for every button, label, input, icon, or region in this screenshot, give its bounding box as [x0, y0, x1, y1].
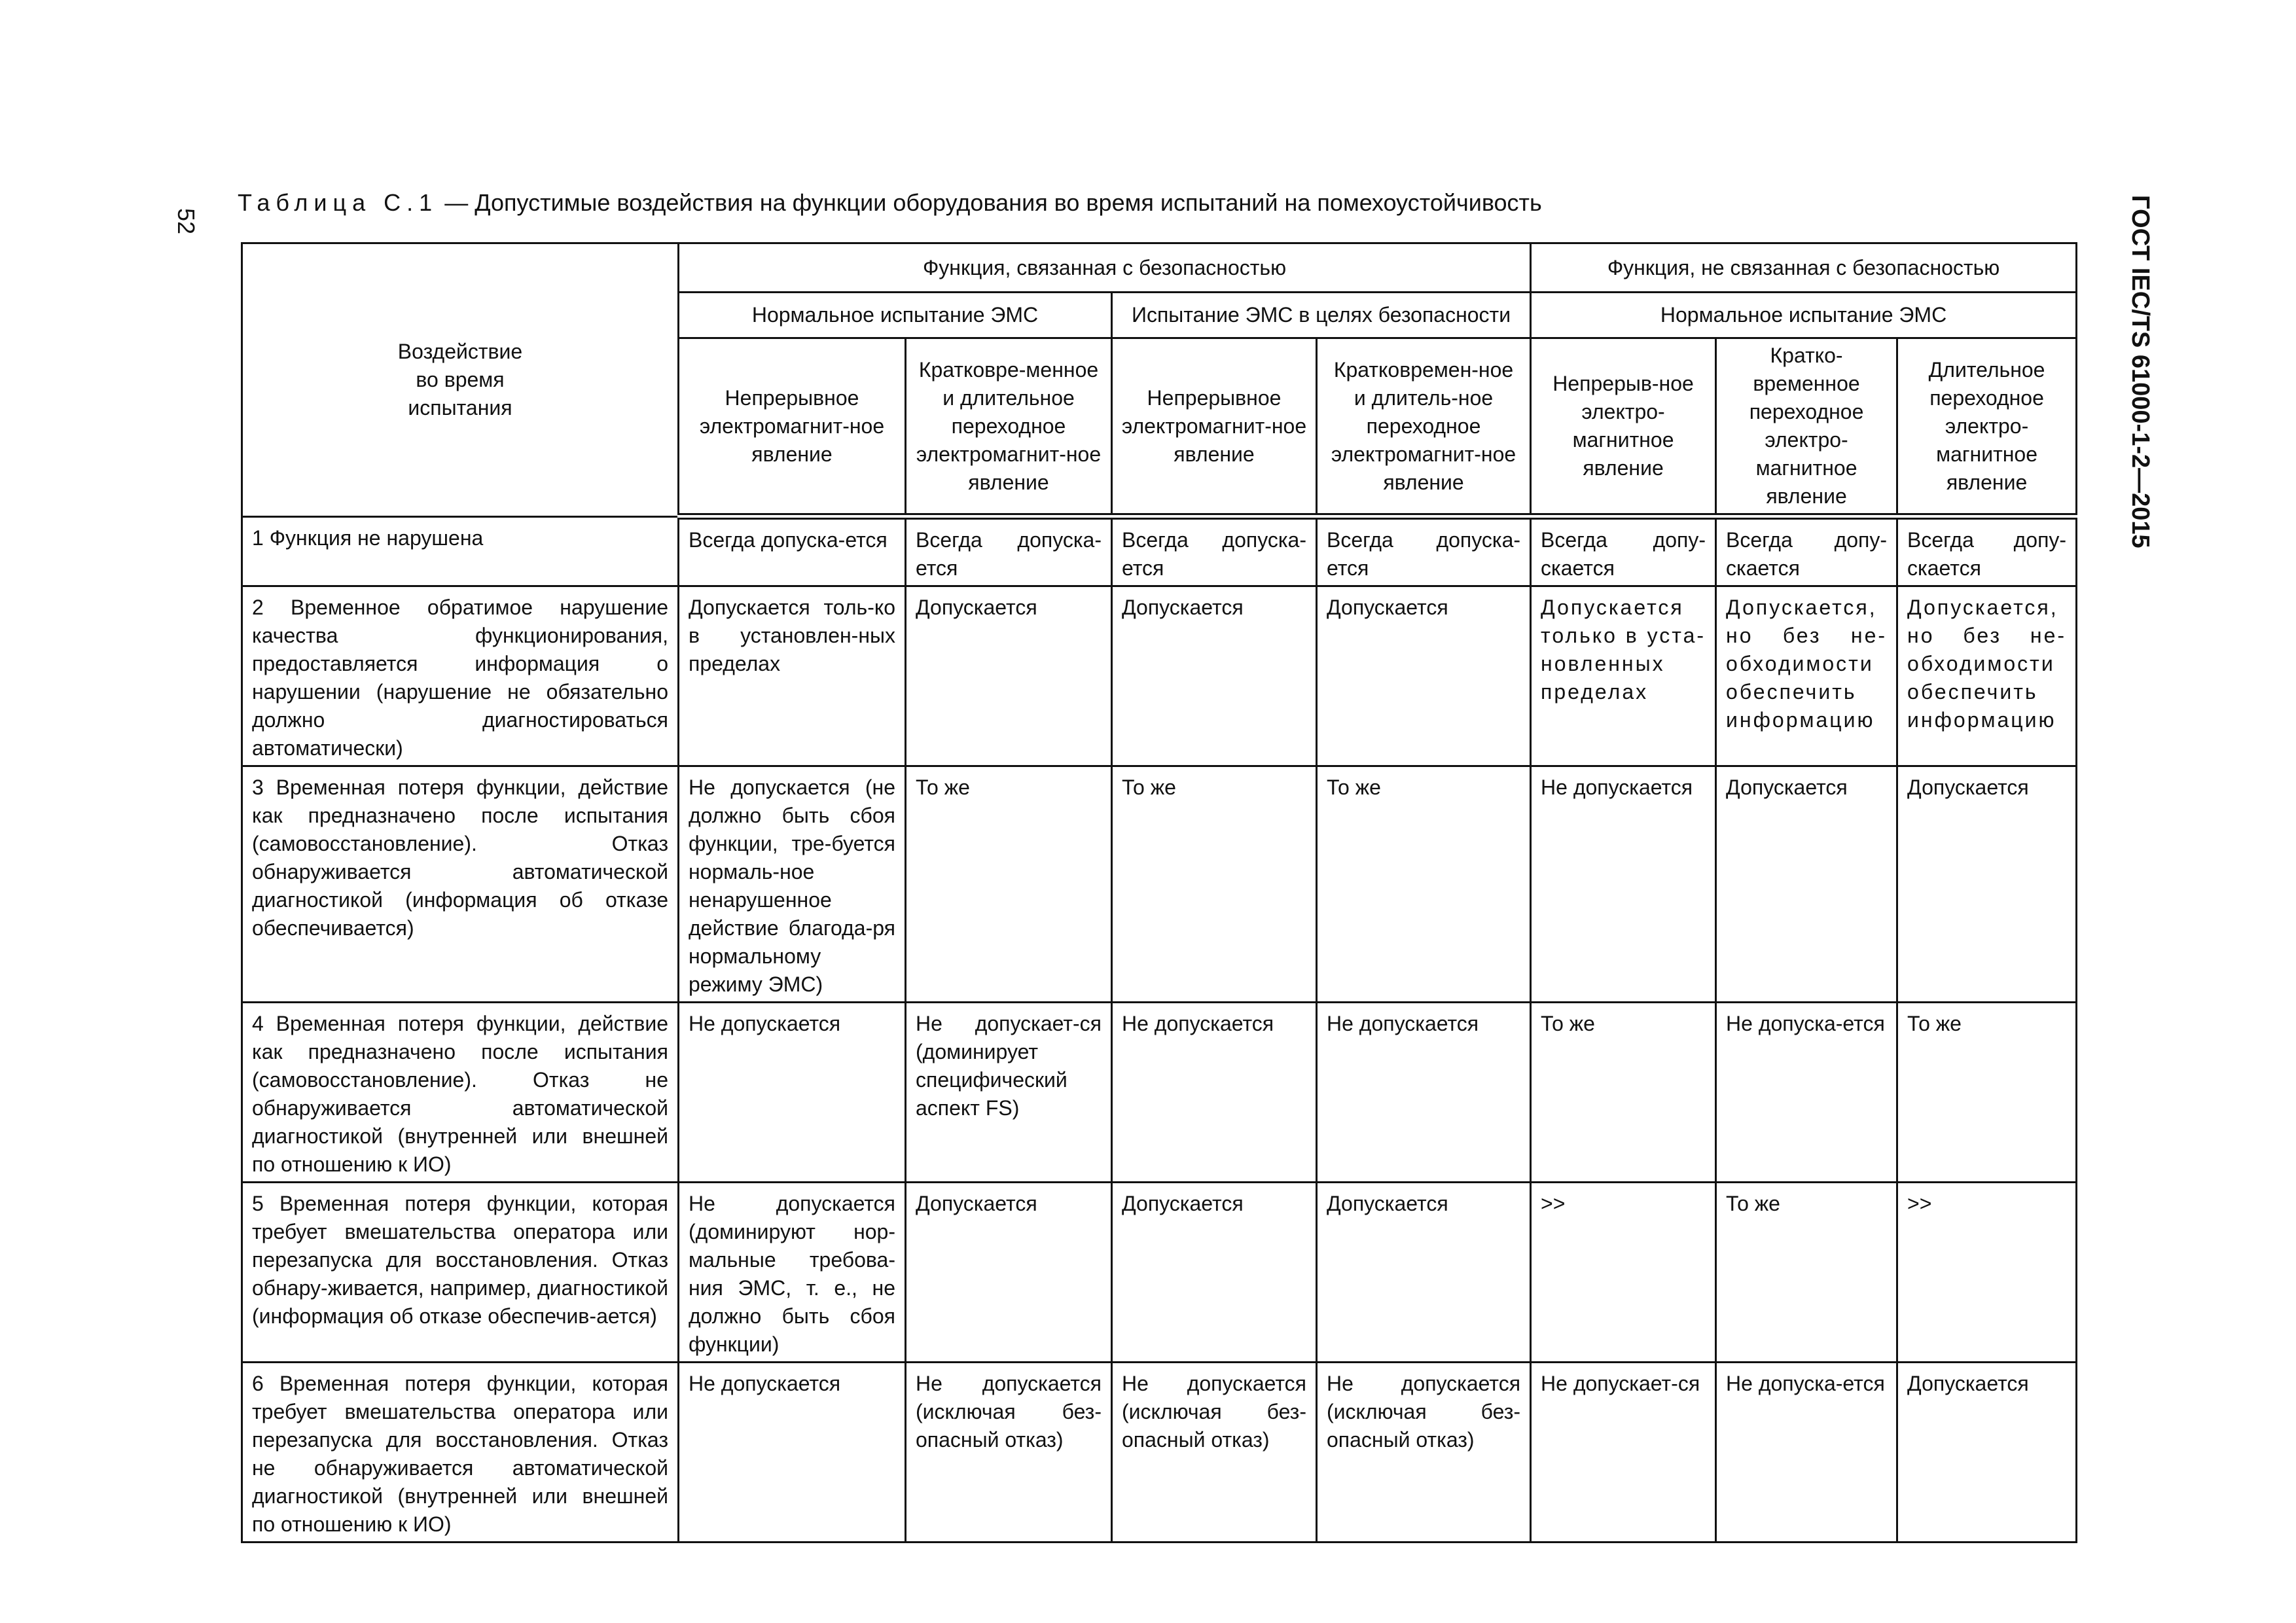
table-caption: [238, 190, 1542, 216]
table-cell: Допускается: [1897, 1363, 2077, 1543]
table-cell: >>: [1897, 1183, 2077, 1363]
subheader-normal-emc-safety: Нормальное испытание ЭМС: [679, 293, 1112, 338]
table-cell: Не допуска-ется: [1716, 1003, 1897, 1183]
table-cell: То же: [1716, 1183, 1897, 1363]
table-cell: Не допускается (исключая без-опасный отказ): [906, 1363, 1112, 1543]
table-cell: То же: [1897, 1003, 2077, 1183]
subheader-emc-safety-test: Испытание ЭМС в целях безопасности: [1112, 293, 1531, 338]
table-cell: Допускается, но без не-обходимости обеспечить информацию: [1897, 586, 2077, 766]
table-cell: Всегда допуска-ется: [1317, 516, 1531, 586]
table-cell: Допускается только в уста-новленных пределах: [1531, 586, 1716, 766]
table-cell: Допускается, но без не-обходимости обеспечить информацию: [1716, 586, 1897, 766]
table-cell: То же: [906, 766, 1112, 1003]
table-cell: Допускается: [906, 1183, 1112, 1363]
table-cell: Не допускается: [1317, 1003, 1531, 1183]
table-cell: Не допускается: [1112, 1003, 1317, 1183]
row-header-text: Воздействие во время испытания: [397, 339, 523, 419]
column-header: Кратковре-менное и длительное переходное электромагнит-ное явление: [906, 338, 1112, 517]
effect-cell: 3 Временная потеря функции, действие как предназначено после испытания (самовосстановление). Отказ обнаруживается автоматической диагностикой (информация об отказе обеспечивается): [242, 766, 679, 1003]
table-cell: Всегда допуска-ется: [679, 516, 906, 586]
column-header: Непрерыв-ное электро-магнитное явление: [1531, 338, 1716, 517]
row-header-cell: [242, 243, 679, 517]
table-cell: Допускается: [1897, 766, 2077, 1003]
table-caption-label: Таблица С.1: [238, 189, 439, 216]
table-cell: Всегда допуска-ется: [1112, 516, 1317, 586]
table-row: [242, 766, 2077, 1003]
effect-cell: 6 Временная потеря функции, которая требует вмешательства оператора или перезапуска для восстановления. Отказ не обнаруживается автоматической диагностикой (внутренней или внешней по отношению к ИО): [242, 1363, 679, 1543]
table-cell: Не допускается (не должно быть сбоя функции, тре-буется нормаль-ное ненарушенное действие благода-ря нормальному режиму ЭМС): [679, 766, 906, 1003]
table-cell: Не допускается: [1531, 766, 1716, 1003]
effect-cell: 5 Временная потеря функции, которая требует вмешательства оператора или перезапуска для восстановления. Отказ обнару-живается, например, диагностикой (информация об отказе обеспечив-ается): [242, 1183, 679, 1363]
table-cell: Допускается: [1716, 766, 1897, 1003]
group-header-nonsafety: Функция, не связанная с безопасностью: [1531, 243, 2077, 293]
table-cell: То же: [1112, 766, 1317, 1003]
table-cell: Не допускает-ся: [1531, 1363, 1716, 1543]
table-cell: Всегда допу-скается: [1531, 516, 1716, 586]
effect-cell: 4 Временная потеря функции, действие как предназначено после испытания (самовосстановление). Отказ не обнаруживается автоматической диагностикой (внутренней или внешней по отношению к ИО): [242, 1003, 679, 1183]
table-cell: Не допускает-ся (доминирует специфический аспект FS): [906, 1003, 1112, 1183]
table-cell: То же: [1317, 766, 1531, 1003]
table-cell: >>: [1531, 1183, 1716, 1363]
table-row: [242, 1363, 2077, 1543]
table-cell: Не допускается (доминируют нор-мальные требова-ния ЭМС, т. е., не должно быть сбоя функции): [679, 1183, 906, 1363]
table-cell: Не допуска-ется: [1716, 1363, 1897, 1543]
table-cell: Допускается толь-ко в установлен-ных пределах: [679, 586, 906, 766]
standard-identifier: ГОСТ IEC/TS 61000-1-2—2015: [2126, 195, 2154, 548]
table-cell: Не допускается: [679, 1363, 906, 1543]
table-caption-text: — Допустимые воздействия на функции оборудования во время испытаний на помехоустойчивость: [444, 189, 1542, 216]
table-cell: Допускается: [1112, 1183, 1317, 1363]
table-cell: Всегда допуска-ется: [906, 516, 1112, 586]
page-number: 52: [173, 208, 200, 235]
table-row: [242, 516, 2077, 586]
table-cell: Всегда допу-скается: [1897, 516, 2077, 586]
subheader-normal-emc-nonsafety: Нормальное испытание ЭМС: [1531, 293, 2077, 338]
group-header-safety: Функция, связанная с безопасностью: [679, 243, 1531, 293]
column-header: Непрерывное электромагнит-ное явление: [1112, 338, 1317, 517]
table-cell: Не допускается: [679, 1003, 906, 1183]
table-cell: Не допускается (исключая без-опасный отказ): [1112, 1363, 1317, 1543]
table-cell: Допускается: [906, 586, 1112, 766]
table-cell: Допускается: [1317, 586, 1531, 766]
effect-cell: 2 Временное обратимое нарушение качества функционирования, предоставляется информация о нарушении (нарушение не обязательно должно диагностироваться автоматически): [242, 586, 679, 766]
table-cell: Допускается: [1112, 586, 1317, 766]
effects-table: [241, 242, 2077, 1543]
column-header: Кратко-временное переходное электро-магнитное явление: [1716, 338, 1897, 517]
table-row: [242, 586, 2077, 766]
column-header: Кратковремен-ное и длитель-ное переходное электромагнит-ное явление: [1317, 338, 1531, 517]
column-header: Длительное переходное электро-магнитное явление: [1897, 338, 2077, 517]
table-cell: Всегда допу-скается: [1716, 516, 1897, 586]
table-cell: То же: [1531, 1003, 1716, 1183]
column-header: Непрерывное электромагнит-ное явление: [679, 338, 906, 517]
table-cell: Допускается: [1317, 1183, 1531, 1363]
table-row: [242, 1003, 2077, 1183]
table-row: [242, 1183, 2077, 1363]
effect-cell: 1 Функция не нарушена: [242, 516, 679, 586]
table-cell: Не допускается (исключая без-опасный отказ): [1317, 1363, 1531, 1543]
